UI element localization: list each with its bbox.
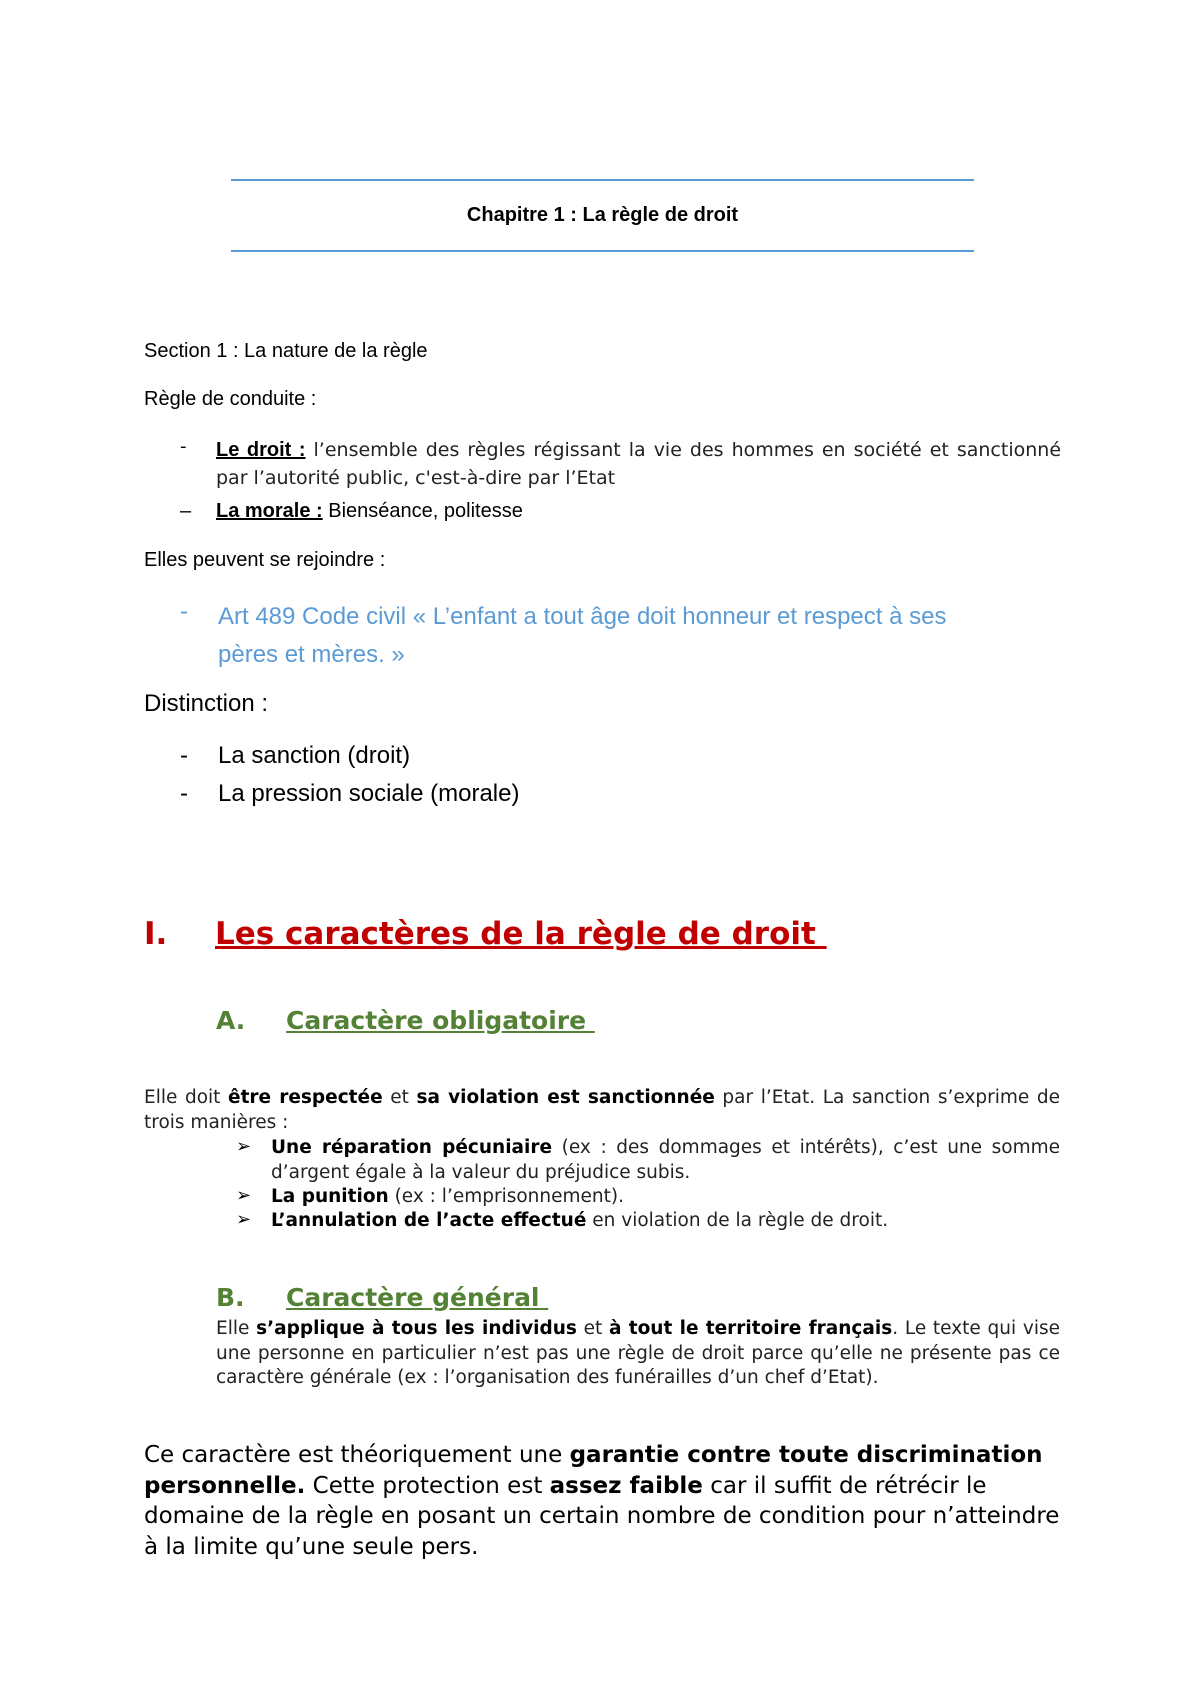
morale-definition bbox=[216, 500, 523, 523]
subsection-letter: B. bbox=[216, 1283, 245, 1312]
subsection-title: Caractère général bbox=[286, 1283, 549, 1312]
arrow-bullet-icon: ➢ bbox=[236, 1136, 252, 1157]
citation-line-2: pères et mères. » bbox=[218, 641, 405, 668]
arrow-bullet-icon: ➢ bbox=[236, 1185, 252, 1206]
civil-code-citation bbox=[218, 598, 1078, 674]
list-dash: - bbox=[180, 598, 188, 625]
list-dash: - bbox=[180, 436, 187, 457]
closing-paragraph: Ce caractère est théoriquement une garantie contre toute discrimination personnelle. Cette protection est assez faible car il suffit de rétrécir le domaine de la règle en posant un certain nombre de condition pour n’atteindre à la limite qu’une seule pers. bbox=[144, 1442, 1060, 1560]
arrow-bullet-icon: ➢ bbox=[236, 1209, 252, 1230]
conduct-heading: Règle de conduite : bbox=[144, 388, 317, 410]
part-title: Les caractères de la règle de droit bbox=[215, 916, 827, 952]
part-number: I. bbox=[144, 916, 168, 952]
distinction-item: La sanction (droit) bbox=[218, 742, 411, 769]
title-rule-top bbox=[231, 179, 974, 181]
obligatory-paragraph: Elle doit être respectée et sa violation est sanctionnée par l’Etat. La sanction s’exprime de trois manières : bbox=[144, 1087, 1061, 1133]
droit-term: Le droit : bbox=[216, 439, 306, 461]
morale-term: La morale : bbox=[216, 500, 323, 522]
title-rule-bottom bbox=[231, 250, 974, 252]
section-title: Section 1 : La nature de la règle bbox=[144, 340, 428, 362]
sanction-item: L’annulation de l’acte effectué en violation de la règle de droit. bbox=[271, 1210, 889, 1231]
join-heading: Elles peuvent se rejoindre : bbox=[144, 549, 386, 571]
general-paragraph: Elle s’applique à tous les individus et à tout le territoire français. Le texte qui vise une personne en particulier n’est pas une règle de droit parce qu’elle ne présente pas ce caractère générale (ex : l’organisation des funérailles d’un chef d’Etat). bbox=[216, 1318, 1060, 1388]
chapter-title: Chapitre 1 : La règle de droit bbox=[466, 204, 739, 226]
morale-text: Bienséance, politesse bbox=[322, 500, 523, 522]
citation-line-1: Art 489 Code civil « L’enfant a tout âge doit honneur et respect à ses bbox=[218, 603, 947, 630]
droit-text: l’ensemble des règles régissant la vie des hommes en société et sanctionné par l’autorité public, c'est-à-dire par l’Etat bbox=[216, 439, 1062, 489]
droit-definition bbox=[216, 436, 1061, 492]
distinction-item: La pression sociale (morale) bbox=[218, 780, 520, 807]
sanction-item: Une réparation pécuniaire (ex : des dommages et intérêts), c’est une somme d’argent égale à la valeur du préjudice subis. bbox=[271, 1137, 1060, 1183]
list-dash: - bbox=[180, 742, 188, 769]
subsection-title: Caractère obligatoire bbox=[286, 1006, 595, 1035]
list-dash: - bbox=[180, 780, 188, 807]
list-dash: – bbox=[180, 500, 192, 522]
sanction-item: La punition (ex : l’emprisonnement). bbox=[271, 1186, 624, 1207]
distinction-heading: Distinction : bbox=[144, 690, 269, 717]
subsection-letter: A. bbox=[216, 1006, 246, 1035]
